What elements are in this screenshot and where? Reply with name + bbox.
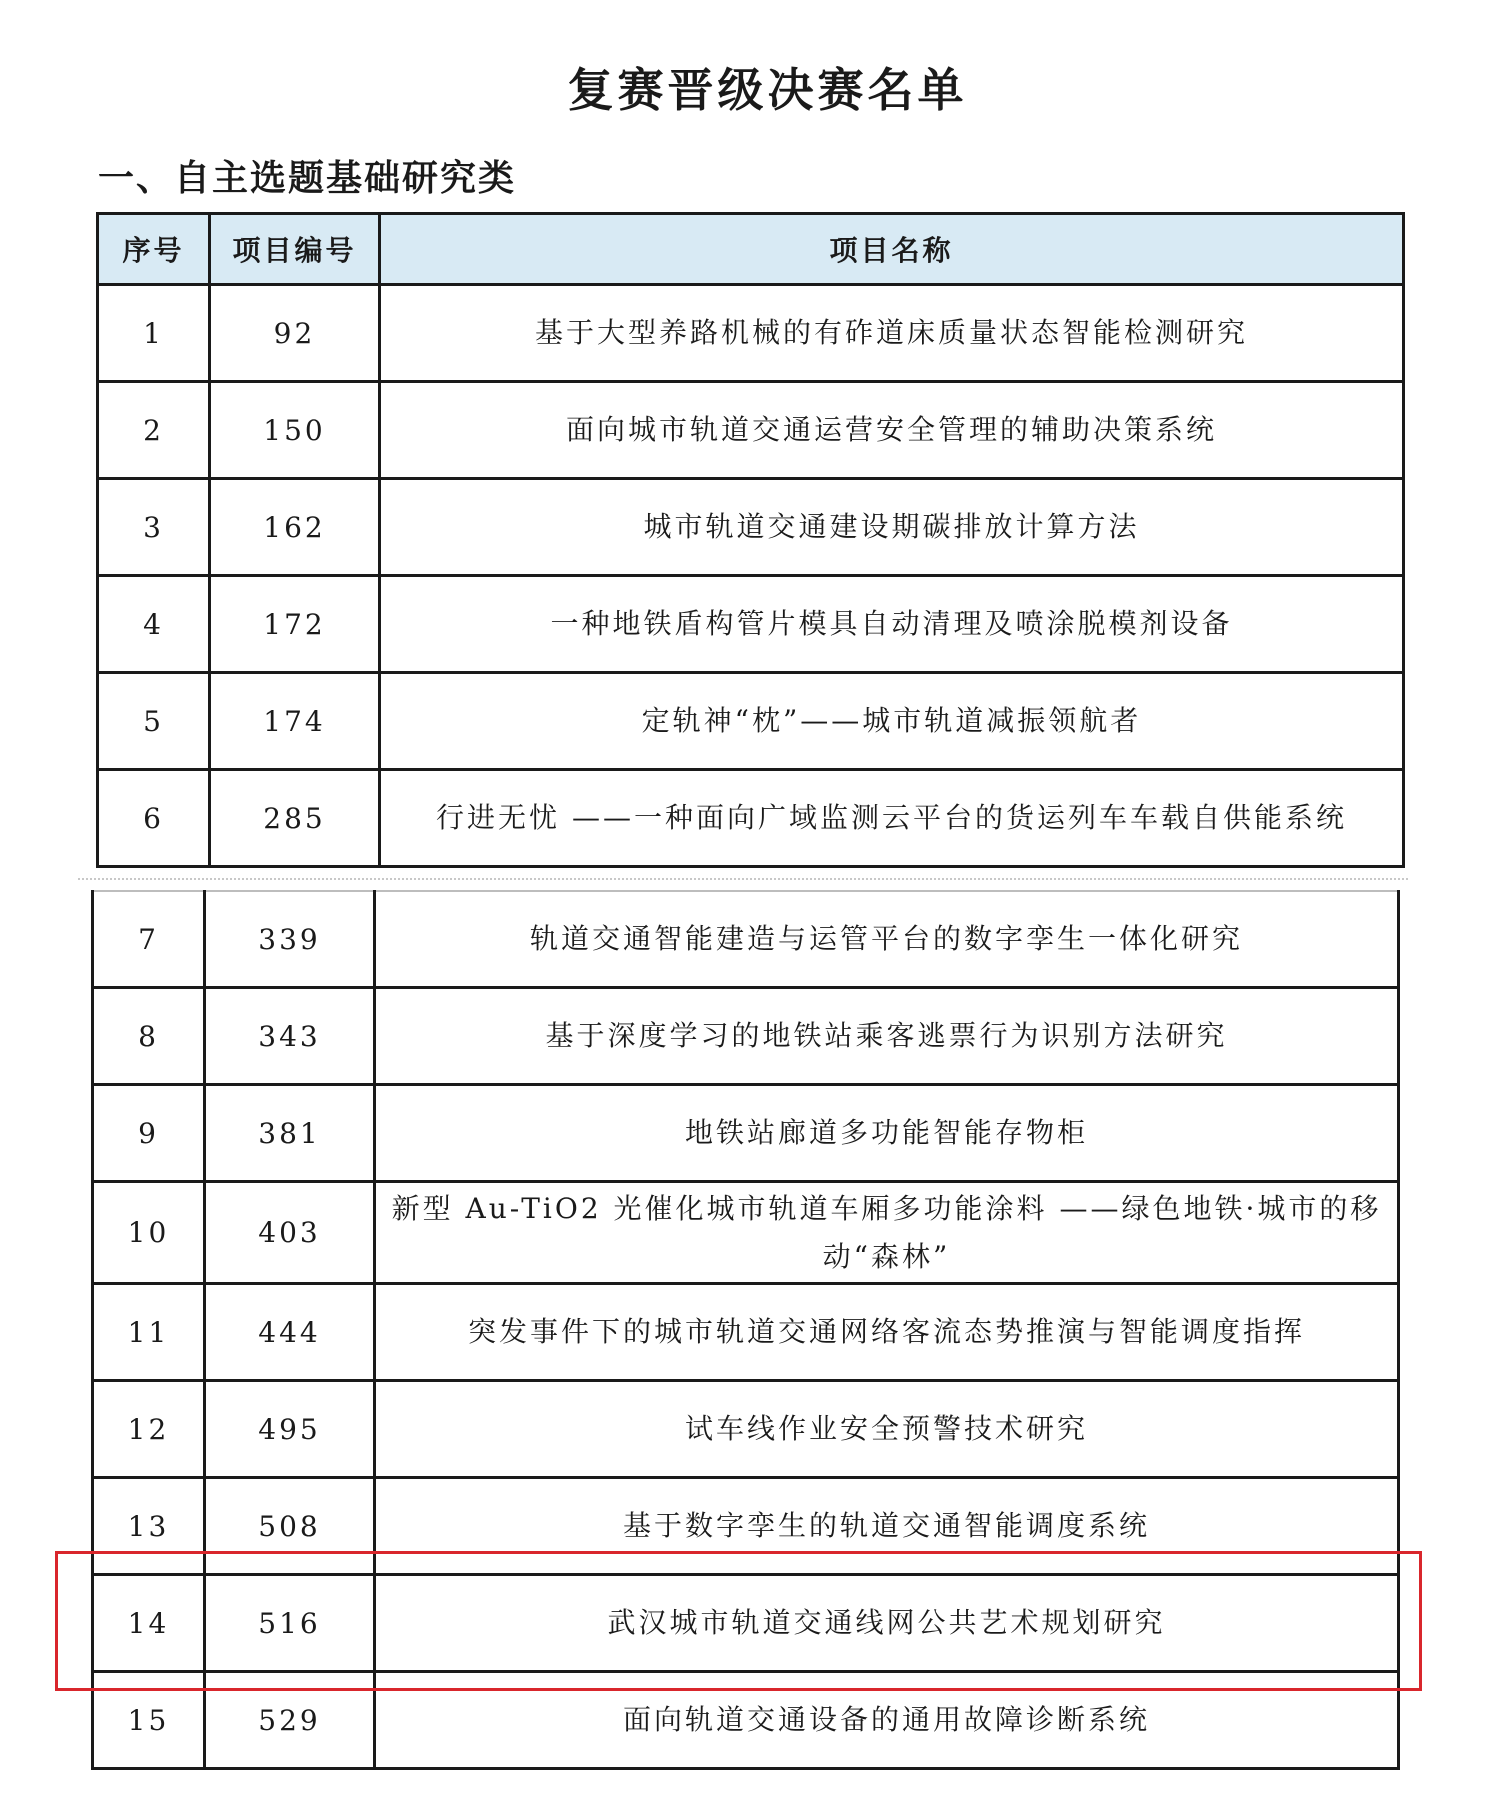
cell-name: 地铁站廊道多功能智能存物柜 (375, 1085, 1399, 1182)
cell-seq: 4 (98, 576, 210, 673)
table-row (93, 1284, 1399, 1381)
cell-code: 174 (210, 673, 380, 770)
page-title: 复赛晋级决赛名单 (567, 63, 968, 117)
cell-seq: 10 (93, 1182, 205, 1284)
cell-name: 基于深度学习的地铁站乘客逃票行为识别方法研究 (375, 988, 1399, 1085)
cell-name: 突发事件下的城市轨道交通网络客流态势推演与智能调度指挥 (375, 1284, 1399, 1381)
table-row (98, 285, 1404, 382)
cell-code: 403 (205, 1182, 375, 1284)
finalist-table-part-1 (96, 212, 1405, 868)
cell-code: 162 (210, 479, 380, 576)
cell-seq: 5 (98, 673, 210, 770)
cell-code: 172 (210, 576, 380, 673)
table-row (93, 1085, 1399, 1182)
page-break-line (78, 878, 1408, 880)
cell-code: 339 (205, 891, 375, 988)
cell-name: 试车线作业安全预警技术研究 (375, 1381, 1399, 1478)
cell-code: 495 (205, 1381, 375, 1478)
cell-name: 武汉城市轨道交通线网公共艺术规划研究 (375, 1575, 1399, 1672)
table-row (98, 576, 1404, 673)
header-code: 项目编号 (210, 214, 380, 285)
cell-name: 新型 Au-TiO2 光催化城市轨道车厢多功能涂料 ——绿色地铁·城市的移动“森林” (375, 1182, 1399, 1284)
cell-code: 92 (210, 285, 380, 382)
cell-seq: 6 (98, 770, 210, 867)
table-row (93, 1672, 1399, 1769)
cell-seq: 15 (93, 1672, 205, 1769)
cell-name: 面向轨道交通设备的通用故障诊断系统 (375, 1672, 1399, 1769)
table-header-row (98, 214, 1404, 285)
cell-code: 343 (205, 988, 375, 1085)
cell-seq: 9 (93, 1085, 205, 1182)
cell-seq: 13 (93, 1478, 205, 1575)
page-break-gap (78, 872, 1418, 890)
cell-code: 150 (210, 382, 380, 479)
finalist-table-part-2 (91, 890, 1400, 1770)
table-row (93, 1478, 1399, 1575)
header-seq: 序号 (98, 214, 210, 285)
cell-code: 516 (205, 1575, 375, 1672)
cell-seq: 11 (93, 1284, 205, 1381)
table-row (98, 479, 1404, 576)
cell-seq: 2 (98, 382, 210, 479)
cell-name: 定轨神“枕”——城市轨道减振领航者 (380, 673, 1404, 770)
cell-name: 一种地铁盾构管片模具自动清理及喷涂脱模剂设备 (380, 576, 1404, 673)
cell-seq: 14 (93, 1575, 205, 1672)
table-row (93, 1381, 1399, 1478)
cell-name: 行进无忧 ——一种面向广域监测云平台的货运列车车载自供能系统 (380, 770, 1404, 867)
cell-code: 285 (210, 770, 380, 867)
header-name: 项目名称 (380, 214, 1404, 285)
cell-seq: 1 (98, 285, 210, 382)
cell-name: 轨道交通智能建造与运管平台的数字孪生一体化研究 (375, 891, 1399, 988)
cell-code: 381 (205, 1085, 375, 1182)
table-row (93, 988, 1399, 1085)
table-row (98, 382, 1404, 479)
cell-name: 城市轨道交通建设期碳排放计算方法 (380, 479, 1404, 576)
cell-code: 529 (205, 1672, 375, 1769)
cell-seq: 7 (93, 891, 205, 988)
cell-code: 444 (205, 1284, 375, 1381)
cell-seq: 8 (93, 988, 205, 1085)
table-row-highlighted (93, 1575, 1399, 1672)
cell-seq: 3 (98, 479, 210, 576)
cell-name: 面向城市轨道交通运营安全管理的辅助决策系统 (380, 382, 1404, 479)
section-heading: 一、自主选题基础研究类 (98, 158, 517, 199)
cell-name: 基于大型养路机械的有砟道床质量状态智能检测研究 (380, 285, 1404, 382)
table-row (98, 770, 1404, 867)
cell-code: 508 (205, 1478, 375, 1575)
table-row (98, 673, 1404, 770)
cell-seq: 12 (93, 1381, 205, 1478)
table-row (93, 1182, 1399, 1284)
table-row (93, 891, 1399, 988)
cell-name: 基于数字孪生的轨道交通智能调度系统 (375, 1478, 1399, 1575)
